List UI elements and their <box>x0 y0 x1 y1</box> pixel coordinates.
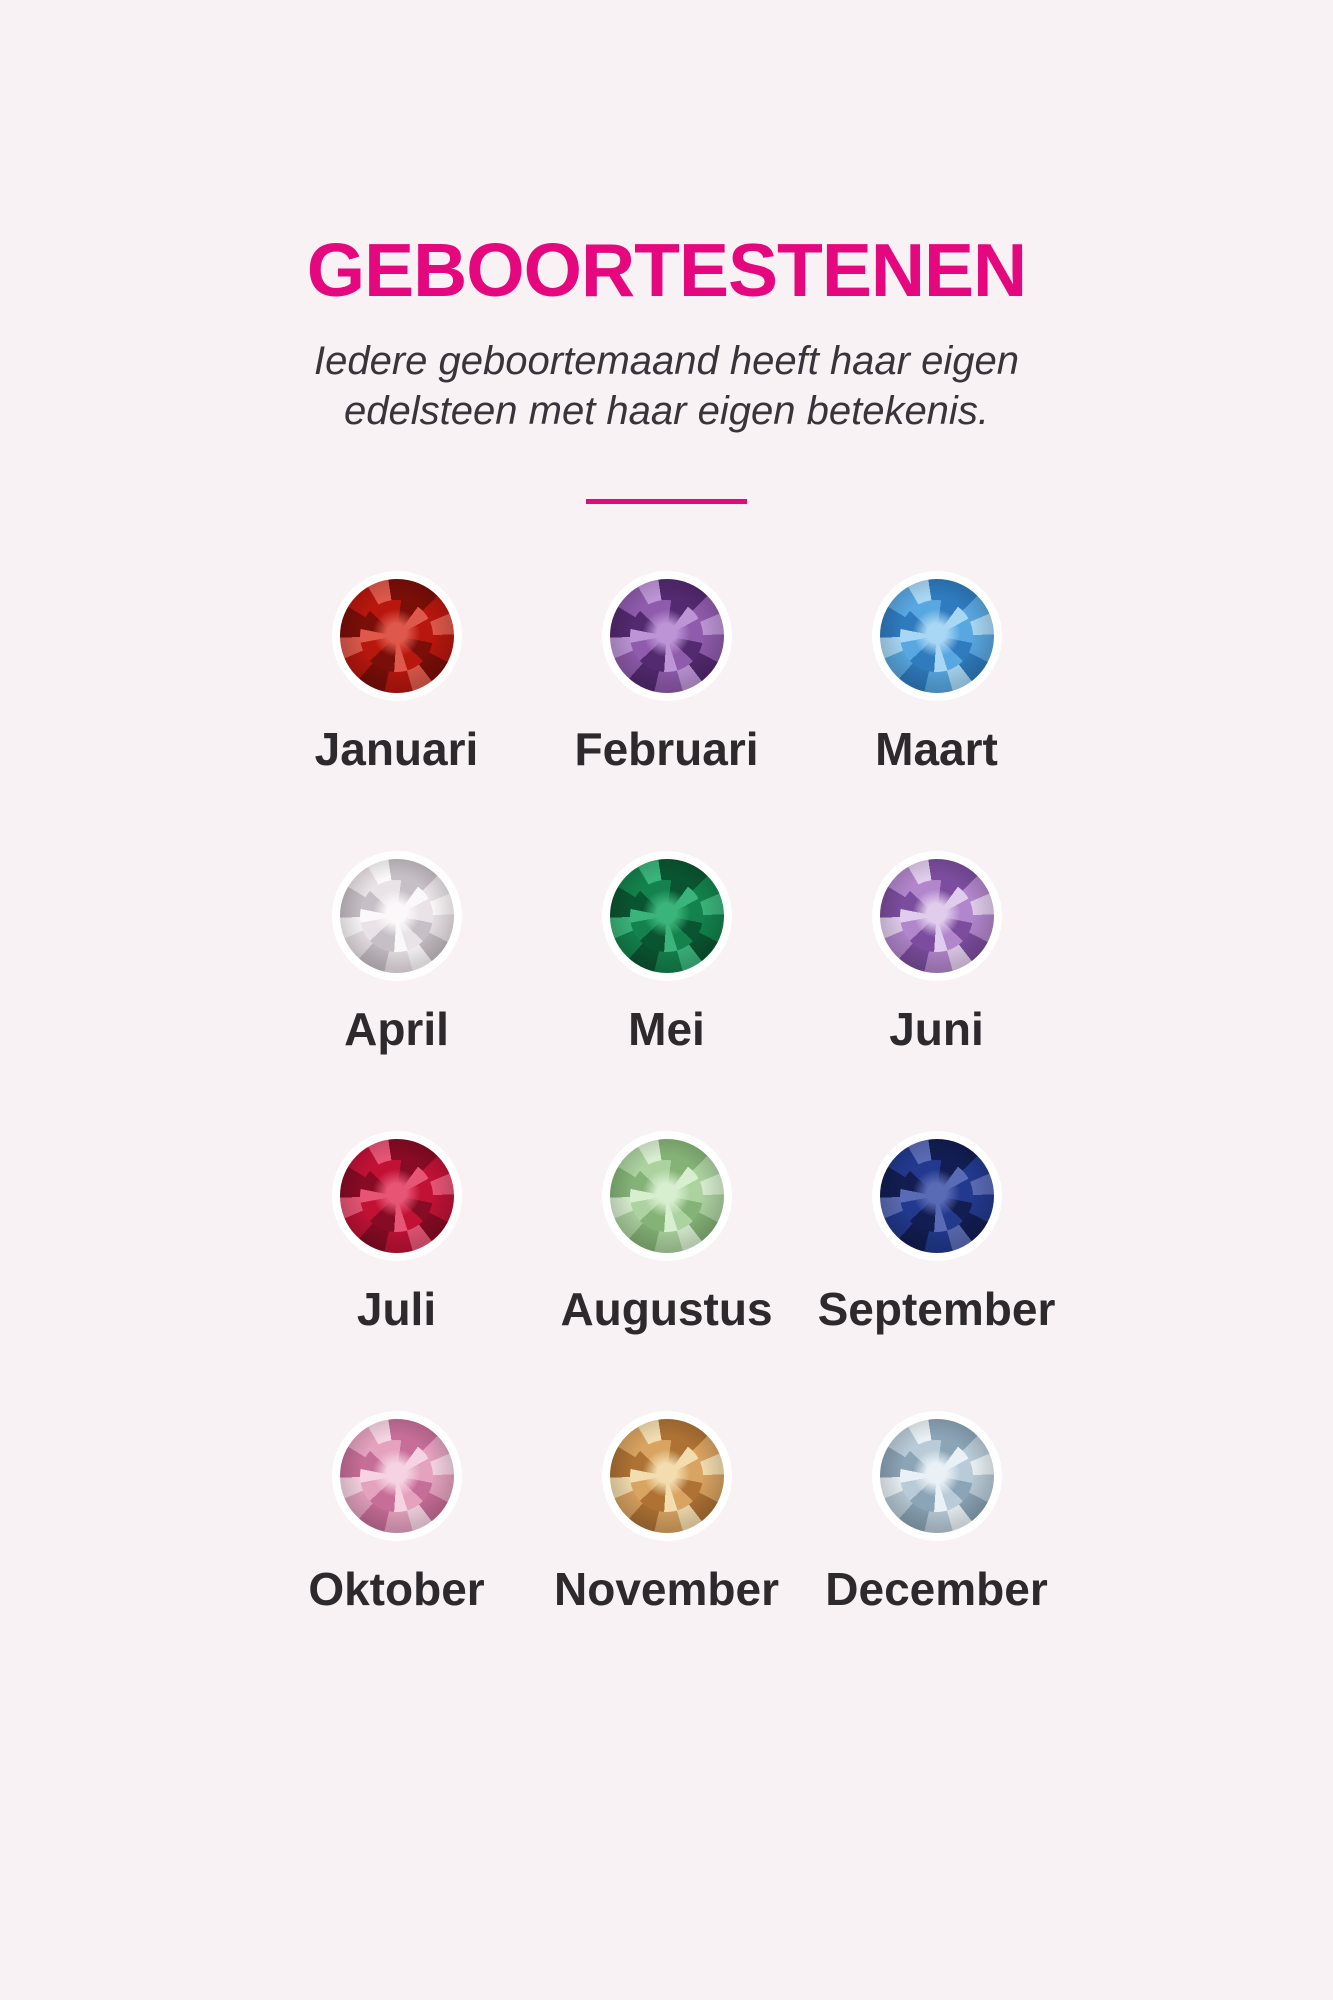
divider-line <box>586 499 747 504</box>
gem-november-icon <box>602 1411 732 1541</box>
month-label: Oktober <box>308 1563 485 1615</box>
month-label: Mei <box>628 1003 705 1055</box>
gem-december-icon <box>872 1411 1002 1541</box>
gem-maart-icon <box>872 571 1002 701</box>
gem-mei-icon <box>602 851 732 981</box>
month-cell-april <box>262 851 532 1053</box>
gem-januari-icon <box>332 571 462 701</box>
month-cell-januari <box>262 571 532 773</box>
month-cell-maart <box>802 571 1072 773</box>
month-cell-oktober <box>262 1411 532 1613</box>
month-label: Juni <box>889 1003 984 1055</box>
month-cell-december <box>802 1411 1072 1613</box>
gem-oktober-icon <box>332 1411 462 1541</box>
month-label: December <box>825 1563 1048 1615</box>
birthstone-grid <box>262 571 1072 1613</box>
gem-juli-icon <box>332 1131 462 1261</box>
gem-augustus-icon <box>602 1131 732 1261</box>
month-cell-februari <box>532 571 802 773</box>
month-label: September <box>817 1283 1056 1335</box>
month-cell-augustus <box>532 1131 802 1333</box>
month-label: Maart <box>875 723 998 775</box>
gem-februari-icon <box>602 571 732 701</box>
gem-september-icon <box>872 1131 1002 1261</box>
month-label: Juli <box>356 1283 437 1335</box>
month-label: Augustus <box>560 1283 773 1335</box>
page-subtitle <box>314 336 1019 436</box>
month-cell-juni <box>802 851 1072 1053</box>
month-cell-mei <box>532 851 802 1053</box>
subtitle-line-2: edelsteen met haar eigen betekenis. <box>344 389 989 433</box>
month-cell-september <box>802 1131 1072 1333</box>
gem-juni-icon <box>872 851 1002 981</box>
month-cell-juli <box>262 1131 532 1333</box>
month-label: April <box>344 1003 449 1055</box>
page-title: GEBOORTESTENEN <box>306 228 1027 312</box>
month-label: November <box>554 1563 779 1615</box>
subtitle-line-1: Iedere geboortemaand heeft haar eigen <box>314 339 1019 383</box>
month-label: Februari <box>574 723 759 775</box>
gem-april-icon <box>332 851 462 981</box>
month-cell-november <box>532 1411 802 1613</box>
month-label: Januari <box>314 723 479 775</box>
